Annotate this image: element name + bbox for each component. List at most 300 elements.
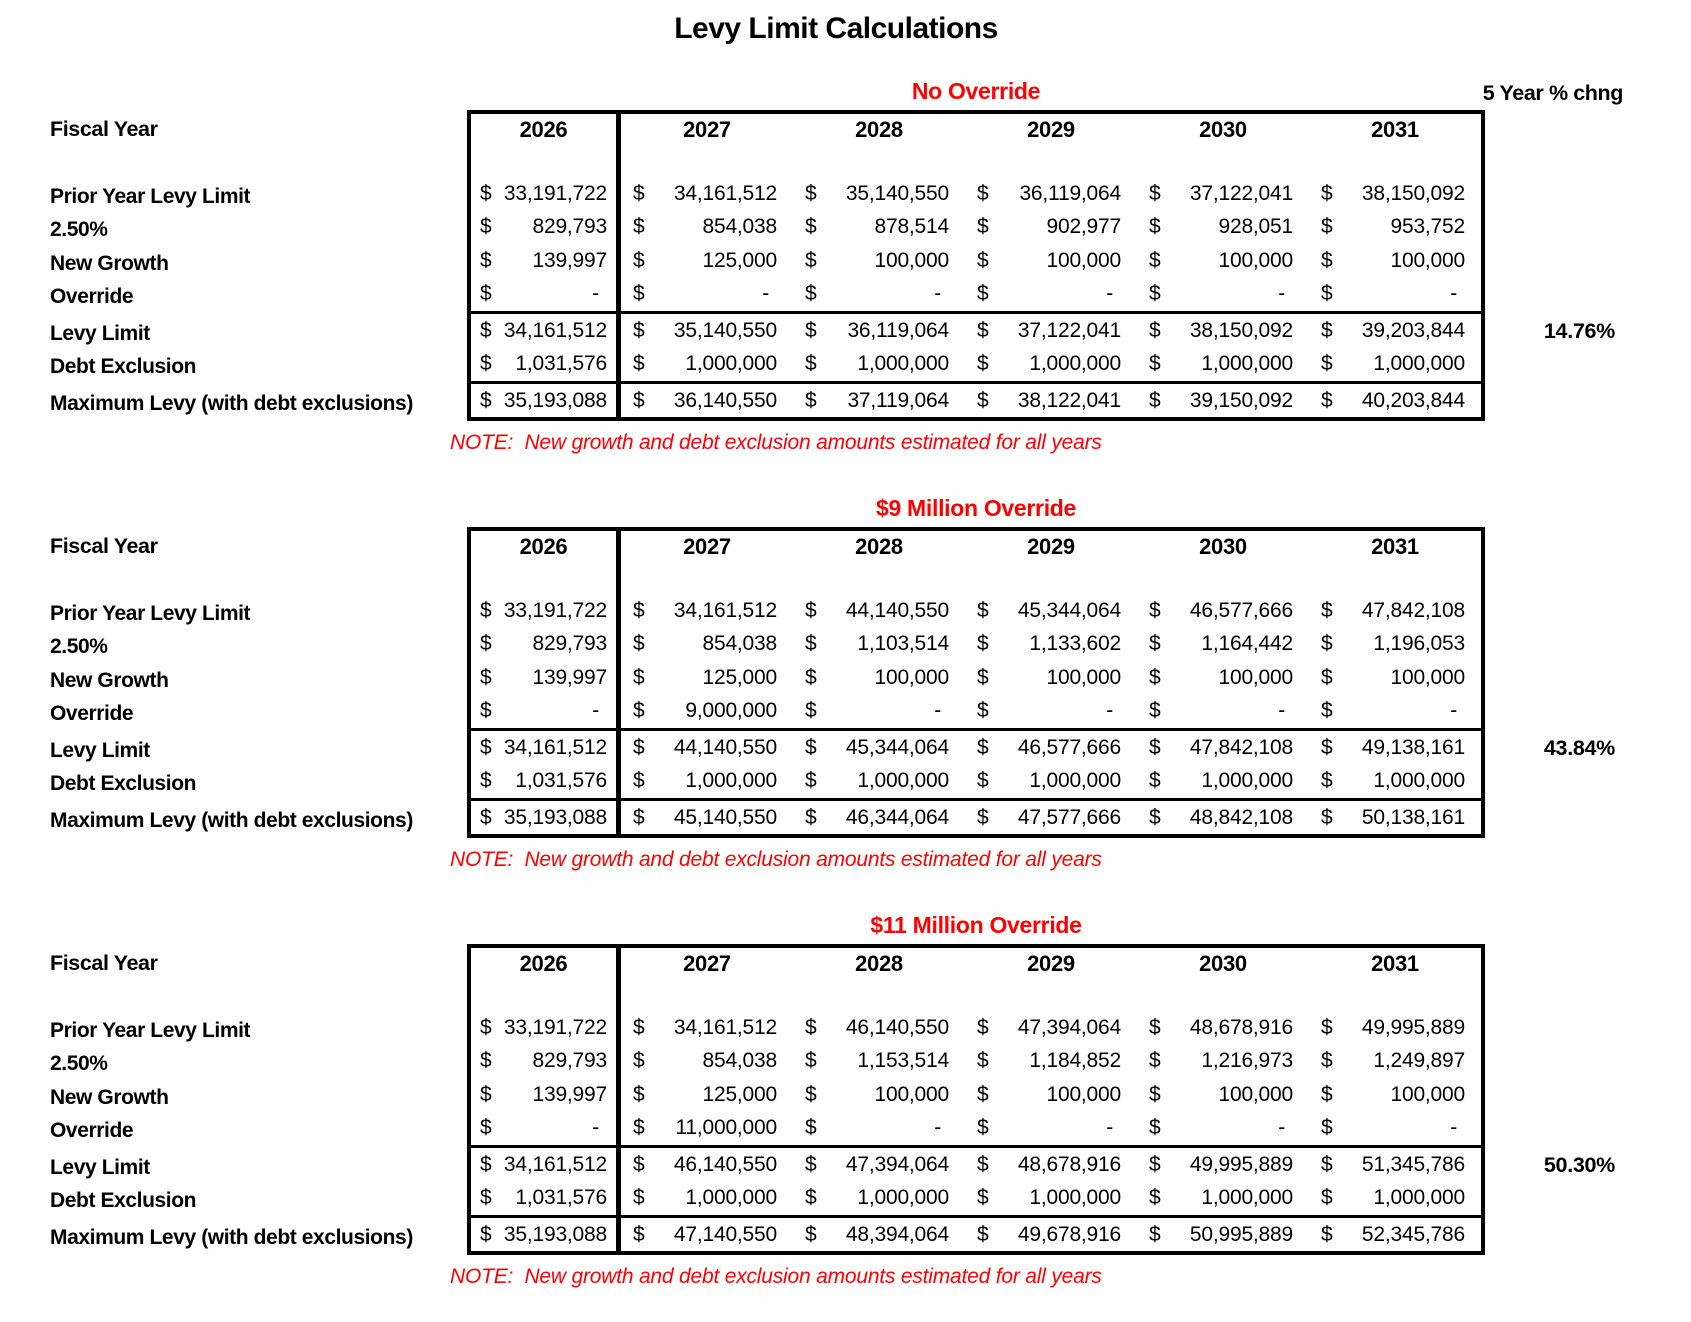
currency-symbol: $ <box>1321 352 1333 376</box>
money-cell <box>621 695 793 729</box>
cell-value: 1,000,000 <box>1201 352 1293 376</box>
currency-symbol: $ <box>480 665 492 689</box>
money-cell <box>793 801 965 835</box>
cell-value: 1,000,000 <box>1373 1186 1465 1210</box>
table-row <box>471 594 1481 628</box>
cell-value: 854,038 <box>702 632 777 656</box>
table-row <box>471 1045 1481 1079</box>
currency-symbol: $ <box>1149 282 1161 306</box>
money-cell <box>793 594 965 628</box>
currency-symbol: $ <box>1321 1186 1333 1210</box>
money-cell <box>965 1112 1137 1146</box>
cell-value: 125,000 <box>702 665 777 689</box>
cell-value: 48,394,064 <box>845 1222 949 1246</box>
cell-value: 49,995,889 <box>1189 1152 1293 1176</box>
currency-symbol: $ <box>1321 248 1333 272</box>
currency-symbol: $ <box>633 1152 645 1176</box>
cell-value: 1,000,000 <box>1029 769 1121 793</box>
money-cell <box>621 348 793 382</box>
currency-symbol: $ <box>977 1152 989 1176</box>
cell-value: 33,191,722 <box>503 1015 607 1039</box>
money-cell <box>621 594 793 628</box>
currency-symbol: $ <box>805 248 817 272</box>
money-cell <box>471 314 621 348</box>
money-cell <box>793 1148 965 1182</box>
cell-value: 48,678,916 <box>1189 1015 1293 1039</box>
money-cell <box>621 1218 793 1252</box>
cell-value: 47,577,666 <box>1017 805 1121 829</box>
cell-value: 37,122,041 <box>1189 181 1293 205</box>
money-cell <box>965 1148 1137 1182</box>
money-cell <box>965 661 1137 695</box>
money-cell <box>1309 661 1481 695</box>
cell-value: 38,122,041 <box>1017 388 1121 412</box>
row-label: Prior Year Levy Limit <box>50 601 251 625</box>
currency-symbol: $ <box>1321 1222 1333 1246</box>
cell-value: 902,977 <box>1046 215 1121 239</box>
cell-value: - <box>592 1116 599 1140</box>
money-cell <box>1309 1182 1481 1216</box>
cell-value: - <box>1450 282 1457 306</box>
currency-symbol: $ <box>805 769 817 793</box>
currency-symbol: $ <box>1149 735 1161 759</box>
currency-symbol: $ <box>1149 769 1161 793</box>
cell-value: - <box>762 282 769 306</box>
currency-symbol: $ <box>1149 388 1161 412</box>
money-cell <box>1309 1011 1481 1045</box>
row-label: 2.50% <box>50 635 108 659</box>
table-row <box>471 244 1481 278</box>
currency-symbol: $ <box>1149 805 1161 829</box>
cell-value: 46,344,064 <box>845 805 949 829</box>
cell-value: 829,793 <box>532 632 607 656</box>
cell-value: - <box>934 282 941 306</box>
row-label: Maximum Levy (with debt exclusions) <box>50 391 413 415</box>
currency-symbol: $ <box>805 665 817 689</box>
cell-value: 36,119,064 <box>847 318 949 342</box>
cell-value: 49,678,916 <box>1017 1222 1121 1246</box>
currency-symbol: $ <box>977 769 989 793</box>
money-cell <box>1137 731 1309 765</box>
cell-value: - <box>1278 282 1285 306</box>
cell-value: 47,842,108 <box>1361 598 1465 622</box>
currency-symbol: $ <box>633 665 645 689</box>
money-cell <box>471 278 621 312</box>
year-header-2029: 2029 <box>1027 951 1075 976</box>
cell-value: 45,344,064 <box>1017 598 1121 622</box>
note-text: NOTE: New growth and debt exclusion amounts estimated for all years <box>450 848 1102 871</box>
cell-value: 11,000,000 <box>675 1116 777 1140</box>
currency-symbol: $ <box>633 282 645 306</box>
five-year-pct-value: 43.84% <box>1543 735 1615 760</box>
row-label: Debt Exclusion <box>50 1189 197 1213</box>
cell-value: 47,842,108 <box>1189 735 1293 759</box>
currency-symbol: $ <box>1149 318 1161 342</box>
currency-symbol: $ <box>633 181 645 205</box>
cell-value: 34,161,512 <box>673 181 777 205</box>
currency-symbol: $ <box>480 318 492 342</box>
row-label: Prior Year Levy Limit <box>50 1018 251 1042</box>
money-cell <box>471 1078 621 1112</box>
page-title: Levy Limit Calculations <box>674 12 998 45</box>
money-cell <box>471 594 621 628</box>
currency-symbol: $ <box>1321 632 1333 656</box>
fiscal-year-label: Fiscal Year <box>50 534 158 558</box>
currency-symbol: $ <box>1149 699 1161 723</box>
cell-value: 854,038 <box>702 215 777 239</box>
money-cell <box>1137 1218 1309 1252</box>
currency-symbol: $ <box>480 282 492 306</box>
money-cell <box>793 384 965 418</box>
cell-value: 928,051 <box>1218 215 1293 239</box>
money-cell <box>793 1112 965 1146</box>
cell-value: 100,000 <box>1218 1082 1293 1106</box>
currency-symbol: $ <box>633 1015 645 1039</box>
currency-symbol: $ <box>977 318 989 342</box>
cell-value: 37,122,041 <box>1017 318 1121 342</box>
currency-symbol: $ <box>480 1015 492 1039</box>
cell-value: 1,133,602 <box>1029 632 1121 656</box>
cell-value: - <box>1278 1116 1285 1140</box>
currency-symbol: $ <box>480 1082 492 1106</box>
currency-symbol: $ <box>1321 735 1333 759</box>
cell-value: 44,140,550 <box>673 735 777 759</box>
five-year-pct-value: 50.30% <box>1543 1152 1615 1177</box>
money-cell <box>1137 211 1309 245</box>
currency-symbol: $ <box>805 181 817 205</box>
money-cell <box>965 731 1137 765</box>
money-cell <box>1137 1112 1309 1146</box>
table-row <box>471 1112 1481 1146</box>
fiscal-year-label: Fiscal Year <box>50 951 158 975</box>
cell-value: 1,031,576 <box>515 1186 607 1210</box>
currency-symbol: $ <box>633 769 645 793</box>
cell-value: 100,000 <box>1046 248 1121 272</box>
cell-value: 1,000,000 <box>857 1186 949 1210</box>
currency-symbol: $ <box>805 388 817 412</box>
section-heading: No Override <box>911 78 1041 104</box>
currency-symbol: $ <box>633 388 645 412</box>
currency-symbol: $ <box>805 735 817 759</box>
row-label: Levy Limit <box>50 321 150 345</box>
currency-symbol: $ <box>633 699 645 723</box>
currency-symbol: $ <box>805 805 817 829</box>
money-cell <box>1309 1112 1481 1146</box>
year-header-2027: 2027 <box>683 117 731 142</box>
cell-value: - <box>592 699 599 723</box>
money-cell <box>621 1112 793 1146</box>
money-cell <box>965 801 1137 835</box>
table-row <box>471 1148 1481 1182</box>
cell-value: 46,140,550 <box>673 1152 777 1176</box>
money-cell <box>1137 594 1309 628</box>
cell-value: 100,000 <box>1218 248 1293 272</box>
year-header-2028: 2028 <box>855 534 903 559</box>
money-cell <box>1309 244 1481 278</box>
currency-symbol: $ <box>1321 1082 1333 1106</box>
money-cell <box>1137 1045 1309 1079</box>
currency-symbol: $ <box>1321 665 1333 689</box>
table-row <box>471 1182 1481 1216</box>
currency-symbol: $ <box>977 1222 989 1246</box>
money-cell <box>1309 384 1481 418</box>
money-cell <box>965 1182 1137 1216</box>
currency-symbol: $ <box>805 1186 817 1210</box>
currency-symbol: $ <box>977 248 989 272</box>
currency-symbol: $ <box>480 1222 492 1246</box>
money-cell <box>1137 1011 1309 1045</box>
money-cell <box>1309 348 1481 382</box>
money-cell <box>793 177 965 211</box>
money-cell <box>965 314 1137 348</box>
table-row <box>471 801 1481 835</box>
row-label: Override <box>50 285 134 309</box>
currency-symbol: $ <box>1321 1049 1333 1073</box>
cell-value: 35,140,550 <box>673 318 777 342</box>
money-cell <box>965 348 1137 382</box>
currency-symbol: $ <box>977 805 989 829</box>
money-cell <box>793 695 965 729</box>
currency-symbol: $ <box>1149 1186 1161 1210</box>
money-cell <box>1137 628 1309 662</box>
row-label: Override <box>50 702 134 726</box>
currency-symbol: $ <box>633 632 645 656</box>
currency-symbol: $ <box>1149 352 1161 376</box>
currency-symbol: $ <box>1149 181 1161 205</box>
money-cell <box>965 1078 1137 1112</box>
money-cell <box>621 1148 793 1182</box>
money-cell <box>793 244 965 278</box>
money-cell <box>471 211 621 245</box>
currency-symbol: $ <box>977 665 989 689</box>
year-header-2030: 2030 <box>1199 534 1247 559</box>
cell-value: 1,249,897 <box>1373 1049 1465 1073</box>
table-row <box>471 1078 1481 1112</box>
table-row <box>471 211 1481 245</box>
money-cell <box>471 801 621 835</box>
cell-value: - <box>1278 699 1285 723</box>
cell-value: 39,150,092 <box>1189 388 1293 412</box>
currency-symbol: $ <box>480 1049 492 1073</box>
section-heading: $11 Million Override <box>870 912 1082 938</box>
currency-symbol: $ <box>805 1152 817 1176</box>
money-cell <box>965 1045 1137 1079</box>
money-cell <box>1309 1078 1481 1112</box>
cell-value: 1,000,000 <box>1201 1186 1293 1210</box>
money-cell <box>1309 1148 1481 1182</box>
cell-value: 1,000,000 <box>1029 352 1121 376</box>
table-row <box>471 314 1481 348</box>
cell-value: 1,031,576 <box>515 769 607 793</box>
currency-symbol: $ <box>480 388 492 412</box>
row-label: Levy Limit <box>50 738 150 762</box>
currency-symbol: $ <box>1321 598 1333 622</box>
money-cell <box>1309 628 1481 662</box>
money-cell <box>1309 1218 1481 1252</box>
cell-value: - <box>1450 699 1457 723</box>
currency-symbol: $ <box>1149 665 1161 689</box>
currency-symbol: $ <box>977 215 989 239</box>
cell-value: 35,193,088 <box>503 805 607 829</box>
currency-symbol: $ <box>633 805 645 829</box>
currency-symbol: $ <box>977 1116 989 1140</box>
table-row <box>471 695 1481 729</box>
currency-symbol: $ <box>977 1186 989 1210</box>
currency-symbol: $ <box>1321 282 1333 306</box>
cell-value: - <box>934 1116 941 1140</box>
money-cell <box>1137 695 1309 729</box>
cell-value: 34,161,512 <box>673 1015 777 1039</box>
money-cell <box>471 177 621 211</box>
cell-value: 35,193,088 <box>503 388 607 412</box>
year-header-2030: 2030 <box>1199 117 1247 142</box>
currency-symbol: $ <box>633 1082 645 1106</box>
currency-symbol: $ <box>480 215 492 239</box>
currency-symbol: $ <box>1321 388 1333 412</box>
cell-value: 100,000 <box>874 665 949 689</box>
cell-value: 1,000,000 <box>1029 1186 1121 1210</box>
money-cell <box>793 314 965 348</box>
table-row <box>471 1011 1481 1045</box>
money-cell <box>1137 1148 1309 1182</box>
levy-table <box>467 944 1485 1255</box>
currency-symbol: $ <box>1321 769 1333 793</box>
currency-symbol: $ <box>480 1116 492 1140</box>
cell-value: 1,000,000 <box>857 352 949 376</box>
currency-symbol: $ <box>480 352 492 376</box>
cell-value: 139,997 <box>532 248 607 272</box>
cell-value: - <box>1450 1116 1457 1140</box>
money-cell <box>621 765 793 799</box>
money-cell <box>793 1218 965 1252</box>
money-cell <box>471 1011 621 1045</box>
row-label: Levy Limit <box>50 1155 150 1179</box>
currency-symbol: $ <box>633 352 645 376</box>
cell-value: 37,119,064 <box>847 388 949 412</box>
money-cell <box>471 1218 621 1252</box>
currency-symbol: $ <box>633 1222 645 1246</box>
table-row <box>471 384 1481 418</box>
row-label: New Growth <box>50 668 169 692</box>
currency-symbol: $ <box>805 1116 817 1140</box>
money-cell <box>621 628 793 662</box>
currency-symbol: $ <box>1321 1015 1333 1039</box>
money-cell <box>1309 314 1481 348</box>
currency-symbol: $ <box>480 181 492 205</box>
money-cell <box>1137 278 1309 312</box>
money-cell <box>965 278 1137 312</box>
cell-value: 1,103,514 <box>857 632 949 656</box>
cell-value: 34,161,512 <box>503 318 607 342</box>
currency-symbol: $ <box>480 248 492 272</box>
levy-table <box>467 527 1485 838</box>
row-label: Maximum Levy (with debt exclusions) <box>50 808 413 832</box>
cell-value: 51,345,786 <box>1361 1152 1465 1176</box>
currency-symbol: $ <box>480 598 492 622</box>
money-cell <box>965 1011 1137 1045</box>
money-cell <box>621 384 793 418</box>
year-header-2026: 2026 <box>471 948 621 1011</box>
money-cell <box>471 1112 621 1146</box>
table-row <box>471 731 1481 765</box>
cell-value: 34,161,512 <box>503 735 607 759</box>
money-cell <box>1309 594 1481 628</box>
section-no-override <box>0 78 1691 495</box>
cell-value: 854,038 <box>702 1049 777 1073</box>
year-header-2027: 2027 <box>683 534 731 559</box>
cell-value: 1,000,000 <box>1201 769 1293 793</box>
currency-symbol: $ <box>977 282 989 306</box>
money-cell <box>471 384 621 418</box>
currency-symbol: $ <box>633 735 645 759</box>
five-year-chng-label: 5 Year % chng <box>1482 81 1623 105</box>
table-row <box>471 1218 1481 1252</box>
currency-symbol: $ <box>977 735 989 759</box>
money-cell <box>965 1218 1137 1252</box>
year-header-2028: 2028 <box>855 951 903 976</box>
year-header-2028: 2028 <box>855 117 903 142</box>
money-cell <box>621 1182 793 1216</box>
money-cell <box>471 628 621 662</box>
currency-symbol: $ <box>1321 805 1333 829</box>
money-cell <box>621 244 793 278</box>
currency-symbol: $ <box>1321 699 1333 723</box>
cell-value: 46,577,666 <box>1017 735 1121 759</box>
cell-value: 1,216,973 <box>1201 1049 1293 1073</box>
cell-value: 125,000 <box>702 1082 777 1106</box>
currency-symbol: $ <box>977 632 989 656</box>
cell-value: 1,153,514 <box>857 1049 949 1073</box>
cell-value: 9,000,000 <box>685 699 777 723</box>
money-cell <box>1137 177 1309 211</box>
money-cell <box>965 594 1137 628</box>
year-header-row <box>471 114 1481 177</box>
table-row <box>471 628 1481 662</box>
cell-value: 1,000,000 <box>685 1186 777 1210</box>
cell-value: 48,842,108 <box>1189 805 1293 829</box>
cell-value: 49,138,161 <box>1361 735 1465 759</box>
money-cell <box>1137 384 1309 418</box>
cell-value: 45,140,550 <box>673 805 777 829</box>
money-cell <box>471 348 621 382</box>
year-header-2030: 2030 <box>1199 951 1247 976</box>
currency-symbol: $ <box>977 699 989 723</box>
currency-symbol: $ <box>480 632 492 656</box>
money-cell <box>1137 1182 1309 1216</box>
money-cell <box>965 628 1137 662</box>
cell-value: 47,394,064 <box>845 1152 949 1176</box>
money-cell <box>621 661 793 695</box>
currency-symbol: $ <box>480 769 492 793</box>
money-cell <box>621 211 793 245</box>
cell-value: 829,793 <box>532 215 607 239</box>
cell-value: 125,000 <box>702 248 777 272</box>
money-cell <box>621 801 793 835</box>
currency-symbol: $ <box>1149 1116 1161 1140</box>
currency-symbol: $ <box>1149 598 1161 622</box>
year-header-2031: 2031 <box>1371 117 1419 142</box>
currency-symbol: $ <box>1149 1015 1161 1039</box>
cell-value: 38,150,092 <box>1361 181 1465 205</box>
cell-value: 45,344,064 <box>845 735 949 759</box>
table-row <box>471 661 1481 695</box>
cell-value: 50,995,889 <box>1189 1222 1293 1246</box>
cell-value: 1,031,576 <box>515 352 607 376</box>
currency-symbol: $ <box>1149 1152 1161 1176</box>
money-cell <box>471 1045 621 1079</box>
row-label: 2.50% <box>50 1052 108 1076</box>
cell-value: 829,793 <box>532 1049 607 1073</box>
